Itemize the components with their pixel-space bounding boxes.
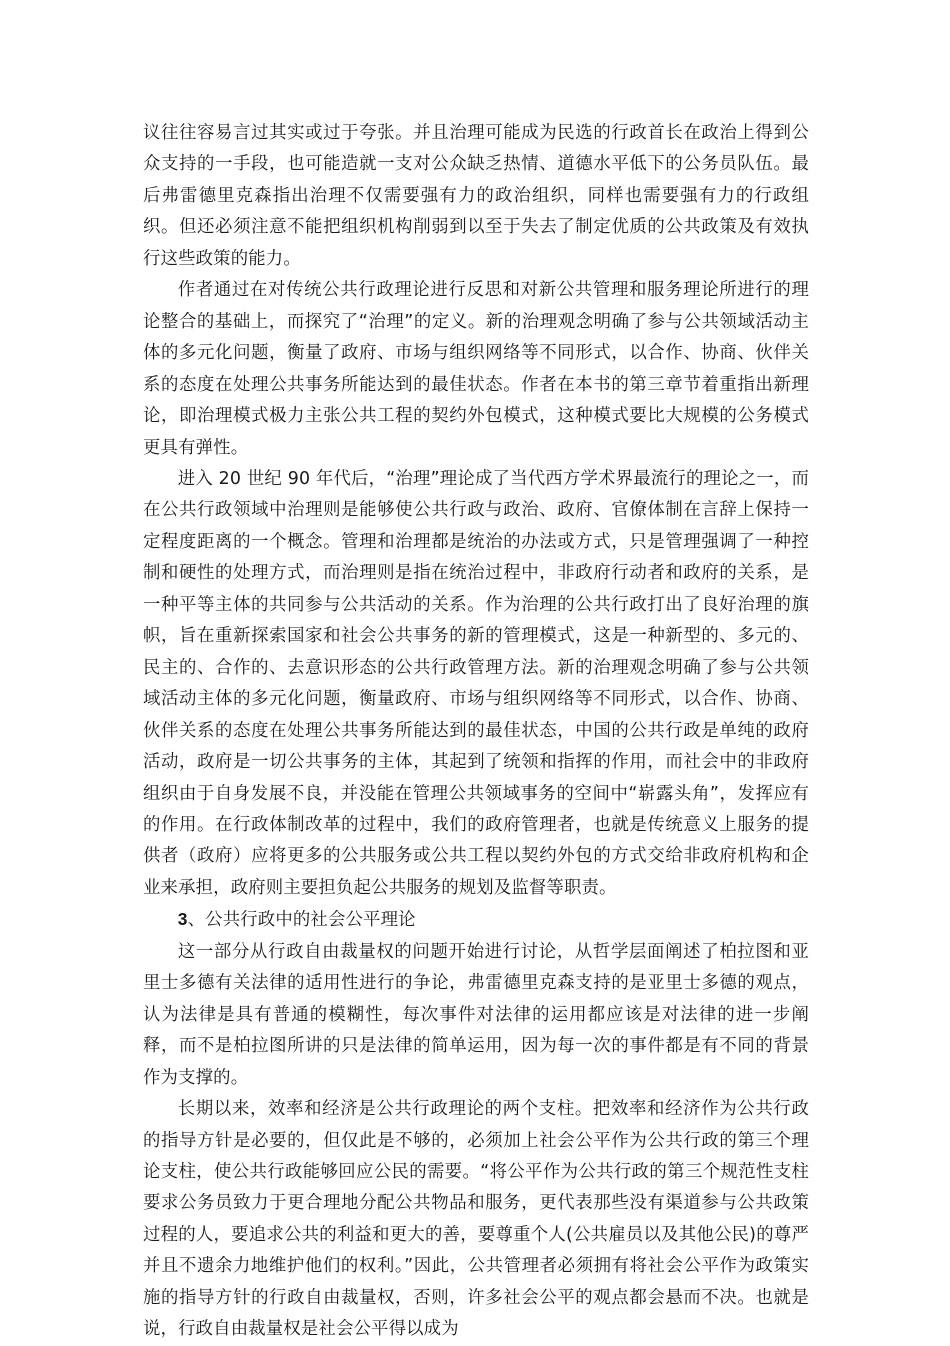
paragraph-governance-definition: 作者通过在对传统公共行政理论进行反思和对新公共管理和服务理论所进行的理论整合的基础上，而探究了“治理”的定义。新的治理观念明确了参与公共领域活动主体的多元化问题，衡量了政府、市场与组织网络等不同形式，以合作、协商、伙伴关系的态度在处理公共事务所能达到的最佳状态。作者在本书的第三章节着重指出新理论，即治理模式极力主张公共工程的契约外包模式，这种模式要比大规模的公务模式更具有弹性。 (143, 280, 809, 458)
section-number: 3 (177, 909, 188, 930)
paragraph-continuation: 议往往容易言过其实或过于夸张。并且治理可能成为民选的行政首长在政治上得到公众支持的一手段，也可能造就一支对公众缺乏热情、道德水平低下的公务员队伍。最后弗雷德里克森指出治理不仅需要强有力的政治组织，同样也需要强有力的行政组织。但还必须注意不能把组织机构削弱到以至于失去了制定优质的公共政策及有效执行这些政策的能力。 (143, 123, 809, 269)
section-heading (143, 904, 809, 936)
document-page (143, 118, 809, 1346)
paragraph-social-equity: 长期以来，效率和经济是公共行政理论的两个支柱。把效率和经济作为公共行政的指导方针是必要的，但仅此是不够的，必须加上社会公平作为公共行政的第三个理论支柱，使公共行政能够回应公民的需要。“将公平作为公共行政的第三个规范性支柱要求公务员致力于更合理地分配公共物品和服务，更代表那些没有渠道参与公共政策过程的人，要追求公共的利益和更大的善，要尊重个人(公共雇员以及其他公民)的尊严并且不遗余力地维护他们的权利。”因此，公共管理者必须拥有将社会公平作为政策实施的指导方针的行政自由裁量权，否则，许多社会公平的观点都会悬而不决。也就是说，行政自由裁量权是社会公平得以成为 (143, 1099, 809, 1340)
paragraph-governance-theory: 进入 20 世纪 90 年代后，“治理”理论成了当代西方学术界最流行的理论之一，而在公共行政领域中治理则是能够使公共行政与政治、政府、官僚体制在言辞上保持一定程度距离的一个概念。管理和治理都是统治的办法或方式，只是管理强调了一种控制和硬性的处理方式，而治理则是指在统治过程中，非政府行动者和政府的关系，是一种平等主体的共同参与公共活动的关系。作为治理的公共行政打出了良好治理的旗帜，旨在重新探索国家和社会公共事务的新的管理模式，这是一种新型的、多元的、民主的、合作的、去意识形态的公共行政管理方法。新的治理观念明确了参与公共领域活动主体的多元化问题，衡量政府、市场与组织网络等不同形式，以合作、协商、伙伴关系的态度在处理公共事务所能达到的最佳状态，中国的公共行政是单纯的政府活动，政府是一切公共事务的主体，其起到了统领和指挥的作用，而社会中的非政府组织由于自身发展不良，并没能在管理公共领域事务的空间中“崭露头角”，发挥应有的作用。在行政体制改革的过程中，我们的政府管理者，也就是传统意义上服务的提供者（政府）应将更多的公共服务或公共工程以契约外包的方式交给非政府机构和企业来承担，政府则主要担负起公共服务的规划及监督等职责。 (143, 468, 809, 898)
section-title: 、公共行政中的社会公平理论 (187, 910, 416, 931)
paragraph-discretion: 这一部分从行政自由裁量权的问题开始进行讨论，从哲学层面阐述了柏拉图和亚里士多德有关法律的适用性进行的争论，弗雷德里克森支持的是亚里士多德的观点，认为法律是具有普通的模糊性，每次事件对法律的运用都应该是对法律的进一步阐释，而不是柏拉图所讲的只是法律的简单运用，因为每一次的事件都是有不同的背景作为支撑的。 (143, 941, 809, 1088)
